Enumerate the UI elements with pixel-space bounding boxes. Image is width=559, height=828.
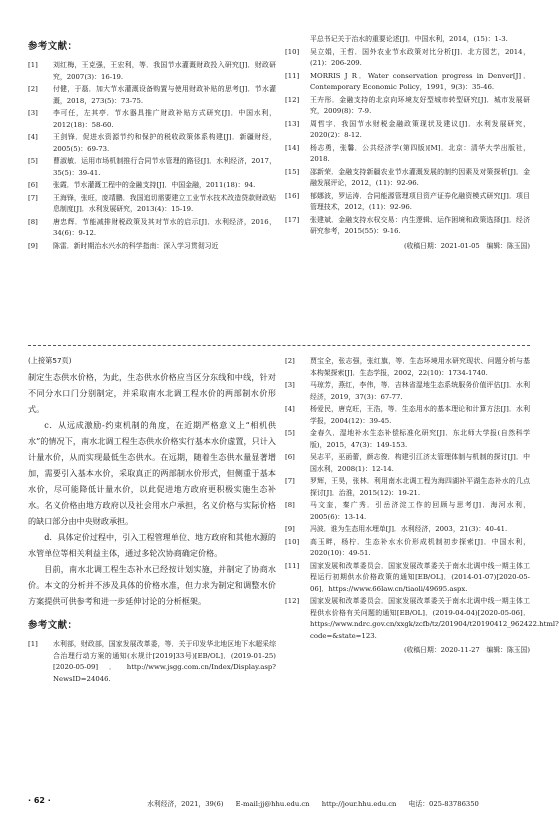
reference-text: 王剑锋．促进水资源节约和保护的税收政策体系构建[J]．新疆财经，2005(5)：69-73. — [53, 133, 276, 153]
reference-text: 国家发展和改革委员会．国家发展改革委关于南水北调中线一期主体工程供水价格有关问题的通知[EB/OL]．(2019-04-04)[2020-05-06]．https://www.ndrc.gov.cn/xxgk/zcfb/tz/201904/t20190412_962422.html?code=&state=123. — [310, 597, 559, 640]
journal-email: E-mail:jj@hhu.edu.cn — [235, 800, 310, 808]
reference-text: 平总书记关于治水的重要论述[J]．中国水利，2014，(15)：1-3. — [310, 35, 508, 43]
reference-item — [285, 71, 530, 94]
reference-text: 郁娜波，罗运涛．合同能源管理项目资产证券化融资模式研究[J]．项目管理技术，2012，(11)：92-96. — [310, 191, 530, 211]
reference-number: [16] — [285, 191, 300, 200]
reference-number: [11] — [285, 71, 300, 80]
reference-item — [285, 404, 530, 427]
article-separator — [28, 345, 530, 346]
reference-number: [4] — [285, 405, 295, 413]
reference-number: [12] — [285, 95, 300, 104]
received-date: (收稿日期：2021-01-05 编辑：陈玉国) — [403, 241, 530, 250]
reference-number: [9] — [28, 241, 38, 250]
reference-text: 高玉畔，杨柠．生态补水水价形成机制初步探索[J]．中国水利，2020(10)：49-51. — [310, 537, 530, 557]
top-right-column — [285, 34, 530, 340]
reference-text: 吴志平，巫函蕾，颜志俊．构建引江济太管理体制与机制的探讨[J]．中国水利，2008(1)：12-14. — [310, 453, 530, 473]
reference-text: 周哲宇．我国节水财税金融政策现状及建议[J]．水利发展研究，2020(2)：8-12. — [310, 119, 530, 139]
journal-phone: 电话：025-83786350 — [408, 800, 479, 808]
reference-list — [28, 60, 276, 252]
reference-number: [6] — [285, 453, 295, 461]
continued-from-tag: (上接第57页) — [28, 356, 72, 365]
reference-text: 陈雷．新时期治水兴水的科学指南：深入学习贯彻习近 — [53, 241, 219, 250]
reference-item — [285, 452, 530, 475]
reference-text: MORRIS J R．Water conservation progress in Denver[J]．Contemporary Economic Policy，1991，9(3)：35-46. — [310, 71, 530, 91]
reference-item — [28, 156, 276, 179]
body-paragraph: d．具体定价过程中，引入工程管理单位、地方政府和其他水源的水管单位等相关利益主体，通过多轮次协商确定价格。 — [28, 532, 276, 558]
reference-item — [28, 193, 276, 216]
reference-list — [285, 34, 530, 238]
reference-text: 杨爱民，唐克旺，王浩，等．生态用水的基本理论和计算方法[J]．水利学报，2004(12)：39-45. — [310, 405, 530, 425]
reference-item — [285, 561, 530, 596]
reference-item — [285, 380, 530, 403]
reference-item — [285, 537, 530, 560]
top-left-column — [28, 34, 276, 340]
reference-number: [3] — [28, 109, 38, 117]
reference-text: 刘红梅，王克强，王宏利，等．我国节水灌溉财政投入研究[J]．财政研究，2007(3)：16-19. — [53, 61, 276, 81]
reference-text: 唐忠辉．节能减排财税政策及其对节水的启示[J]．水利经济，2016，34(6)：9-12. — [53, 217, 276, 237]
reference-number: [2] — [285, 357, 295, 365]
reference-text: 张建斌．金融支持水权交易：内生逻辑、运作困境和政策选择[J]．经济研究参考，2015(55)：9-16. — [310, 215, 530, 235]
reference-number: [4] — [28, 133, 38, 141]
reference-number: [1] — [28, 640, 38, 648]
reference-number: [2] — [28, 85, 38, 93]
reference-item — [28, 180, 276, 192]
reference-number: [3] — [285, 381, 295, 389]
reference-item — [285, 95, 530, 118]
journal-citation: 水利经济，2021，39(6) — [147, 800, 224, 808]
reference-number: [5] — [28, 157, 38, 165]
reference-text: 国家发展和改革委员会．国家发展改革委关于南水北调中线一期主体工程运行初期供水价格政策的通知[EB/OL]．(2014-01-07)[2020-05-06]．https://www.66law.cn/tiaoli/49695.aspx. — [310, 561, 530, 593]
reference-number: [8] — [285, 501, 295, 509]
reference-item — [28, 217, 276, 240]
reference-text: 杨志勇，张馨．公共经济学(第四版)[M]．北京：清华大学出版社，2018. — [310, 143, 530, 163]
reference-item — [28, 108, 276, 131]
reference-text: 马琼芳，燕红，李伟，等．吉林省湿地生态系统服务价值评估[J]．水利经济，2019，37(3)：67-77. — [310, 381, 530, 401]
reference-text: 付健，于磊．加大节水灌溉设备购置与使用财政补贴的思考[J]．节水灌溉，2018，273(5)：73-75. — [53, 85, 276, 105]
reference-number: [12] — [285, 597, 300, 605]
reference-item — [285, 596, 559, 642]
reference-number: [9] — [285, 525, 295, 533]
reference-item — [285, 356, 530, 379]
reference-number: [15] — [285, 167, 300, 176]
reference-text: 吴立娟，王哲．国外农业节水政策对比分析[J]．北方园艺，2014，(21)：206-209. — [310, 47, 530, 67]
reference-text: 王海锋，张旺，庞靖鹏．我国追切需要建立工业节水技术改造贷款财政贴息制度[J]．水利发展研究，2013(4)：15-19. — [53, 193, 276, 213]
reference-text: 冯波．谁为生态用水埋单[J]．水利经济，2003，21(3)：40-41. — [310, 525, 508, 533]
journal-website: http://jour.hhu.edu.cn — [321, 800, 397, 808]
reference-number: [13] — [285, 119, 300, 128]
references-heading: 参考文献： — [28, 41, 78, 52]
reference-text: 金春久．湿地补水生态补偿标准化研究[J]．东北师大学报(自然科学版)，2015，47(3)：149-153. — [310, 429, 530, 449]
reference-number: [8] — [28, 217, 38, 226]
reference-number: [10] — [285, 47, 300, 56]
reference-number: [17] — [285, 215, 300, 224]
reference-item — [28, 241, 276, 253]
reference-item — [285, 167, 530, 190]
reference-text: 李可任，左其亭．节水器具推广财政补贴方式研究[J]．中国水利，2012(18)：58-60. — [53, 109, 276, 129]
reference-text: 王卉彤．金融支持的北京向环境友好型城市转型研究[J]．城市发展研究，2009(8)：7-9. — [310, 95, 530, 115]
page-footer — [28, 796, 530, 812]
reference-number: [5] — [285, 429, 295, 437]
received-date: (收稿日期：2020-11-27 编辑：陈玉国) — [403, 646, 530, 654]
bottom-right-column — [285, 356, 559, 790]
journal-info — [128, 798, 508, 808]
reference-item — [285, 191, 530, 214]
reference-text: 贾宝全，张志强，张红旗，等．生态环境用水研究现状、问题分析与基本构架探索[J]．生态学报，2002，22(10)：1734-1740. — [310, 357, 530, 377]
reference-item — [285, 47, 530, 70]
reference-item-continued — [285, 34, 530, 46]
body-paragraph: c．从远成激励-约束机制的角度，在近期严格意义上“相机供水”的情况下，南水北调工程生态供水价格实行基本水价虚置，只计入计量水价，从而实现最低生态供水。在远期，随着生态供水量显著增加，需要引入基本水价，采取真正的两部制水价形式，但侧重于基本水价，尽可能降低计量水价，以此促进地方政府更积极实施生态补水。名义价格由地方政府以及社会用水户承担，名义价格与实际价格的缺口部分由中央财政承担。 — [28, 420, 276, 526]
reference-item — [285, 143, 530, 166]
reference-item — [285, 119, 530, 142]
reference-number: [7] — [285, 477, 295, 485]
reference-number: [11] — [285, 561, 300, 570]
reference-list — [285, 356, 559, 642]
body-paragraph: 目前，南水北调工程生态补水已经按计划实施，并制定了协商水价。本文的分析并不涉及具体的价格水准，但力求为制定和调整水价方案提供可供参考和进一步延伸讨论的分析框架。 — [28, 564, 276, 606]
reference-text: 邵新荣．金融支持新疆农业节水灌溉发展的制约因素及对策探析[J]．金融发展评论，2012，(11)：92-96. — [310, 167, 530, 187]
reference-item — [28, 639, 276, 685]
reference-item — [285, 428, 530, 451]
reference-number: [7] — [28, 193, 38, 202]
reference-item — [285, 215, 530, 238]
reference-item — [285, 500, 530, 523]
reference-item — [28, 132, 276, 155]
reference-text: 张霞．节水灌溉工程中的金融支持[J]．中国金融，2011(18)：94. — [53, 181, 256, 189]
bottom-left-column — [28, 356, 276, 790]
reference-text: 马文奎，秦广秀．引岳济淀工作的回顾与思考[J]．海河水利，2005(6)：13-14. — [310, 501, 530, 521]
reference-item — [28, 60, 276, 83]
reference-text: 罗辉，王昊，张林．利用南水北调工程为海四湖补平湖生态补水的几点探讨[J]．治淮，2015(12)：19-21. — [310, 477, 530, 497]
reference-number: [6] — [28, 181, 38, 189]
reference-number: [10] — [285, 537, 300, 546]
reference-text: 曹淑敏．运用市场机制推行合同节水管理的路径[J]．水利经济，2017，35(5)：39-41. — [53, 157, 276, 177]
references-heading: 参考文献： — [28, 620, 78, 631]
reference-item — [28, 84, 276, 107]
body-paragraph: 制定生态供水价格，为此，生态供水价格应当区分东线和中线，针对不同分水口门分别制定，并采取南水北调工程水价的两部制水价形式。 — [28, 372, 276, 414]
reference-number: [1] — [28, 61, 38, 69]
reference-item — [285, 476, 530, 499]
reference-number: [14] — [285, 143, 300, 152]
reference-text: 水利部，财政部，国家发展改革委，等．关于印发华北地区地下水超采综合治理行动方案的通知(水规计[2019]33号)[EB/OL]．(2019-01-25)[2020-05-09]．http://www.jsgg.com.cn/Index/Display.asp?NewsID=24046. — [53, 640, 276, 683]
page-number: · 62 · — [28, 796, 51, 805]
reference-item — [285, 524, 530, 536]
